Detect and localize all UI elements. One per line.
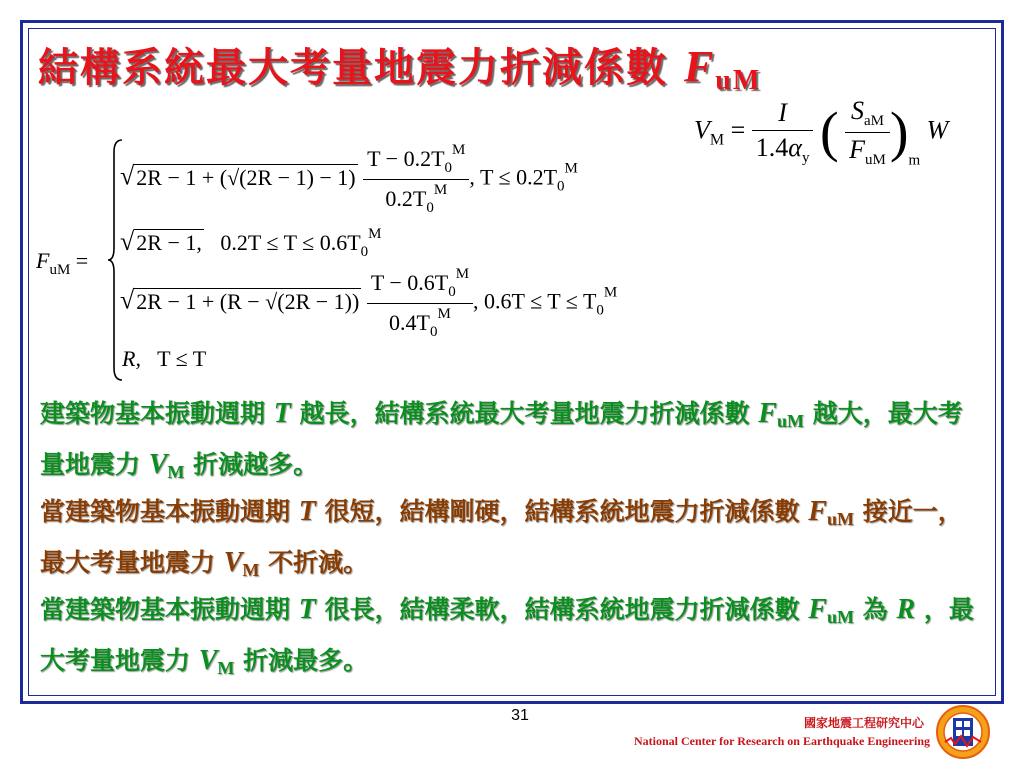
p2-var-v: V	[223, 547, 243, 578]
fum-sub0-c: 0	[557, 178, 565, 195]
fum-case3-den: 0.4T	[389, 310, 430, 335]
fum-case3-expr: 2R − 1 + (R − √(2R − 1))	[136, 288, 360, 314]
fum-case3-frac	[367, 266, 473, 341]
p3-var-r: R	[896, 594, 916, 625]
fum-case3-num: T − 0.6T	[370, 270, 449, 295]
fum-case1-expr: 2R − 1 + (√(2R − 1) − 1)	[136, 164, 356, 190]
p3-var-f: F	[808, 594, 827, 625]
p1-b: 越長，結構系統最大考量地震力折減係數	[299, 399, 750, 428]
slide-title	[38, 36, 998, 96]
fum-eq: =	[75, 248, 89, 273]
vm-frac2	[845, 96, 890, 169]
p3-c2: ，最大考量地震力	[40, 595, 974, 675]
vm-paren-sub: m	[908, 152, 921, 169]
p1-var-t: T	[273, 398, 291, 429]
p1-var-v-sub: M	[167, 462, 185, 482]
p2-a: 當建築物基本振動週期	[40, 497, 291, 526]
fum-sub0-g: 0	[596, 302, 604, 319]
vm-frac2-num-var: S	[850, 96, 864, 125]
ncree-logo-icon	[935, 704, 991, 760]
fum-supM-c: M	[564, 160, 578, 177]
vm-lhs-var: V	[694, 115, 710, 145]
fum-supM-f: M	[437, 306, 451, 322]
p2-var-v-sub: M	[242, 560, 260, 580]
fum-supM-g: M	[603, 284, 618, 301]
vm-lhs-sub: M	[709, 131, 725, 149]
p2-c: 接近一，最大考量地震力	[40, 497, 963, 577]
p1-c: 越大，最大考量地震力	[40, 399, 963, 479]
vm-frac1-den-alpha: α	[788, 133, 802, 162]
vm-frac2-num-sub: aM	[863, 113, 884, 129]
fum-case-3: √2R − 1 + (R − √(2R − 1)) $\frac{T - 0.6T_0^M}{0.4T_0^M}$ , $0.6T \le T \le T_0^M$	[120, 266, 618, 340]
fum-case1-cond: , T ≤ 0.2T	[469, 164, 558, 190]
title-text: 結構系統最大考量地震力折減係數	[38, 44, 668, 91]
fum-sub0-a: 0	[444, 160, 453, 176]
vm-frac2-den-var: F	[849, 135, 865, 164]
org-name-english: National Center for Research on Earthquake Engineering	[634, 734, 930, 748]
p1-var-f: F	[758, 398, 777, 429]
p2-d: 不折減。	[268, 548, 369, 577]
fum-case-1: √2R − 1 + (√(2R − 1) − 1) $\frac{T - 0.2T_0^M}{0.2T_0^M}$ , $T \le 0.2T_0^M$	[120, 142, 578, 216]
fum-sub0-d: 0	[360, 244, 369, 260]
fum-case1-num: T − 0.2T	[367, 146, 445, 171]
fum-supM-e: M	[455, 266, 470, 282]
fum-sub0-e: 0	[448, 284, 456, 300]
page-number: 31	[511, 707, 529, 724]
vm-frac1-num: I	[778, 98, 787, 127]
p3-var-v-sub: M	[217, 658, 235, 678]
fum-case4-cond: T ≤ T	[157, 346, 207, 371]
fum-case2-cond: 0.2T ≤ T ≤ 0.6T	[220, 230, 361, 255]
fum-supM-d: M	[368, 226, 382, 242]
fum-supM-b: M	[433, 182, 448, 198]
vm-frac1-den-sub: y	[801, 150, 810, 166]
fum-lhs-var: F	[36, 248, 50, 273]
fum-case3-cond: , 0.6T ≤ T ≤ T	[473, 288, 597, 314]
p3-var-f-sub: uM	[826, 607, 854, 627]
p3-var-v: V	[198, 645, 218, 676]
p2-var-f-sub: uM	[826, 509, 854, 529]
p3-d: 折減最多。	[243, 646, 369, 675]
fum-lhs-sub: uM	[49, 262, 71, 278]
fum-case-2: √2R − 1, $0.2T \le T \le 0.6T_0^M$	[120, 226, 382, 260]
vm-rhs: W	[926, 115, 949, 145]
paragraph-1	[40, 392, 980, 494]
formula-vm: $V_M$ = $\frac{I}{1.4\alpha_y}$ ( $\frac{S_{aM}}{F_{uM}}$ )$_m$ W	[694, 96, 949, 169]
vm-frac1-den-num: 1.4	[755, 133, 789, 162]
p1-d: 折減越多。	[193, 450, 319, 479]
fum-case4-expr: R,	[122, 346, 141, 371]
p3-c: 為	[862, 595, 888, 624]
p3-b: 很長，結構柔軟，結構系統地震力折減係數	[324, 595, 800, 624]
paragraph-3	[40, 588, 980, 690]
fum-case2-expr: 2R − 1,	[136, 230, 202, 255]
fum-case1-frac	[363, 142, 469, 217]
p2-var-f: F	[808, 496, 827, 527]
title-subscript: uM	[715, 65, 762, 96]
fum-supM-a: M	[452, 142, 466, 158]
formula-fum-lhs	[36, 248, 88, 279]
org-name-chinese: 國家地震工程研究中心	[803, 716, 924, 730]
fum-case1-den: 0.2T	[385, 186, 427, 211]
vm-frac1	[752, 98, 814, 167]
title-variable: F	[683, 42, 716, 91]
p2-b: 很短，結構剛硬，結構系統地震力折減係數	[324, 497, 800, 526]
p1-var-f-sub: uM	[776, 411, 804, 431]
p2-var-t: T	[298, 496, 316, 527]
fum-sub0-f: 0	[429, 324, 438, 340]
fum-case-4	[122, 346, 206, 372]
fum-sub0-b: 0	[426, 200, 434, 216]
vm-frac2-den-sub: uM	[865, 152, 886, 168]
p3-a: 當建築物基本振動週期	[40, 595, 291, 624]
p3-var-t: T	[298, 594, 316, 625]
vm-eq: =	[730, 115, 746, 145]
paragraph-2	[40, 490, 980, 592]
p1-a: 建築物基本振動週期	[40, 399, 266, 428]
p1-var-v: V	[148, 449, 168, 480]
